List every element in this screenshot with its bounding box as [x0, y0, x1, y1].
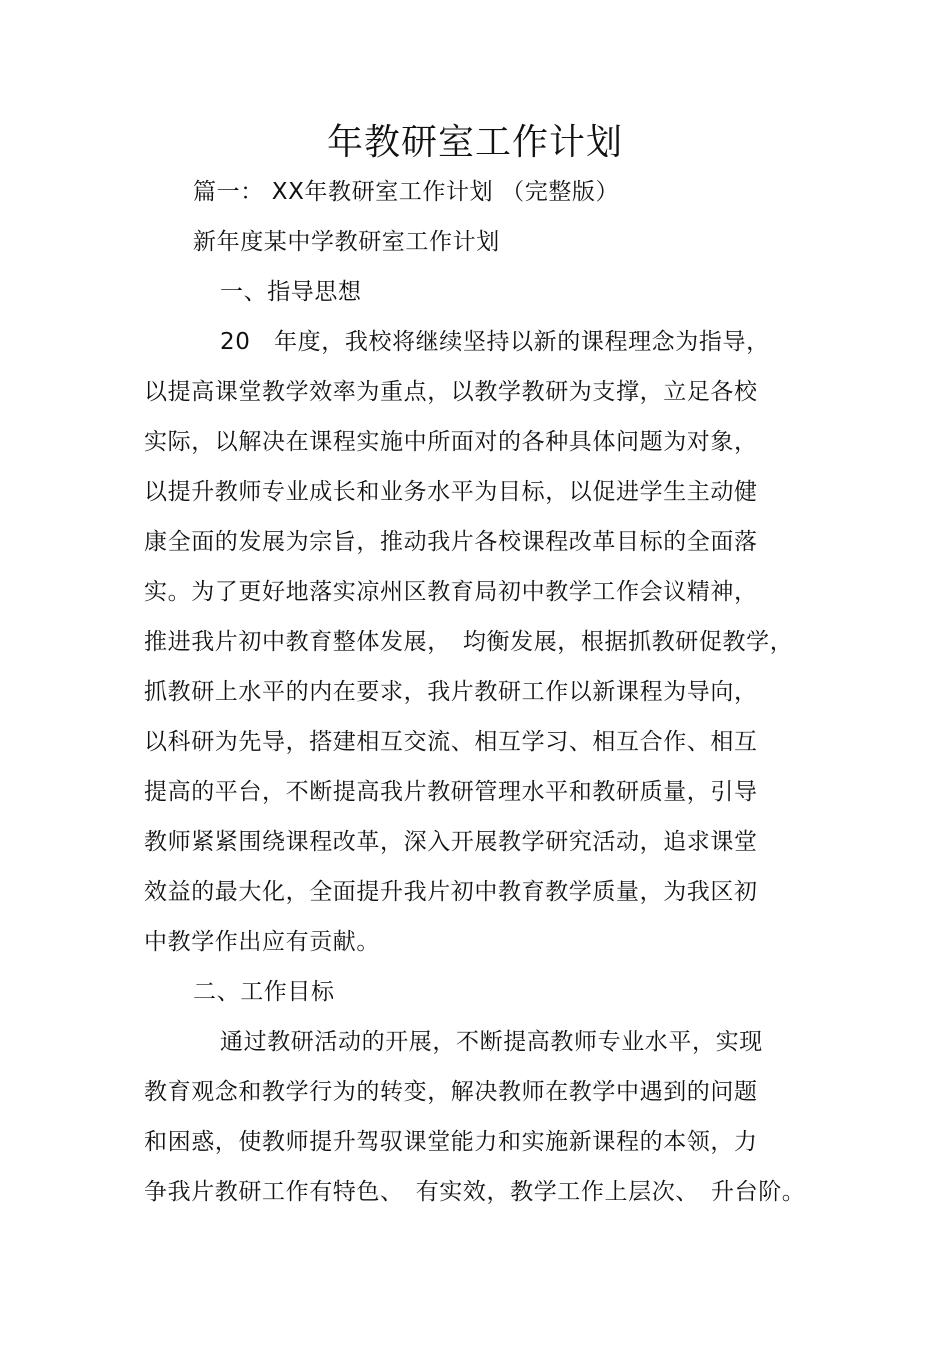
document-title: 年教研室工作计划 [326, 122, 623, 163]
paragraph-line: 提高的平台，不断提高我片教研管理水平和教研质量，引导 [144, 779, 758, 805]
paragraph-line: 效益的最大化，全面提升我片初中教育教学质量，为我区初 [144, 879, 758, 905]
paragraph-line: 抓教研上水平的内在要求，我片教研工作以新课程为导向， [144, 679, 758, 705]
paragraph-line: 教育观念和教学行为的转变，解决教师在教学中遇到的问题 [144, 1079, 758, 1105]
paragraph-line: 中教学作出应有贡献。 [144, 929, 380, 955]
section-heading-guiding-ideology: 一、指导思想 [220, 279, 362, 305]
paragraph-line: 20 年度，我校将继续坚持以新的课程理念为指导， [220, 329, 770, 355]
paragraph-line: 教师紧紧围绕课程改革，深入开展教学研究活动，追求课堂 [144, 829, 758, 855]
paragraph-line: 争我片教研工作有特色、 有实效，教学工作上层次、 升台阶。 [144, 1179, 806, 1205]
paragraph-line: 推进我片初中教育整体发展， 均衡发展，根据抓教研促教学， [144, 629, 794, 655]
paragraph-line: 以提升教师专业成长和业务水平为目标，以促进学生主动健 [144, 479, 758, 505]
section-heading-work-goals: 二、工作目标 [193, 979, 335, 1005]
paragraph-line: 实。为了更好地落实凉州区教育局初中教学工作会议精神， [144, 579, 758, 605]
paragraph-line: 通过教研活动的开展，不断提高教师专业水平，实现 [220, 1029, 763, 1055]
paragraph-line: 实际，以解决在课程实施中所面对的各种具体问题为对象， [144, 429, 758, 455]
document-subtitle: 篇一： XX年教研室工作计划 （完整版） [193, 179, 620, 205]
paragraph-line: 以科研为先导，搭建相互交流、相互学习、相互合作、相互 [144, 729, 758, 755]
document-heading: 新年度某中学教研室工作计划 [193, 229, 500, 255]
paragraph-line: 康全面的发展为宗旨，推动我片各校课程改革目标的全面落 [144, 529, 758, 555]
paragraph-line: 和困惑，使教师提升驾驭课堂能力和实施新课程的本领，力 [144, 1129, 758, 1155]
paragraph-line: 以提高课堂教学效率为重点，以教学教研为支撑，立足各校 [144, 379, 758, 405]
